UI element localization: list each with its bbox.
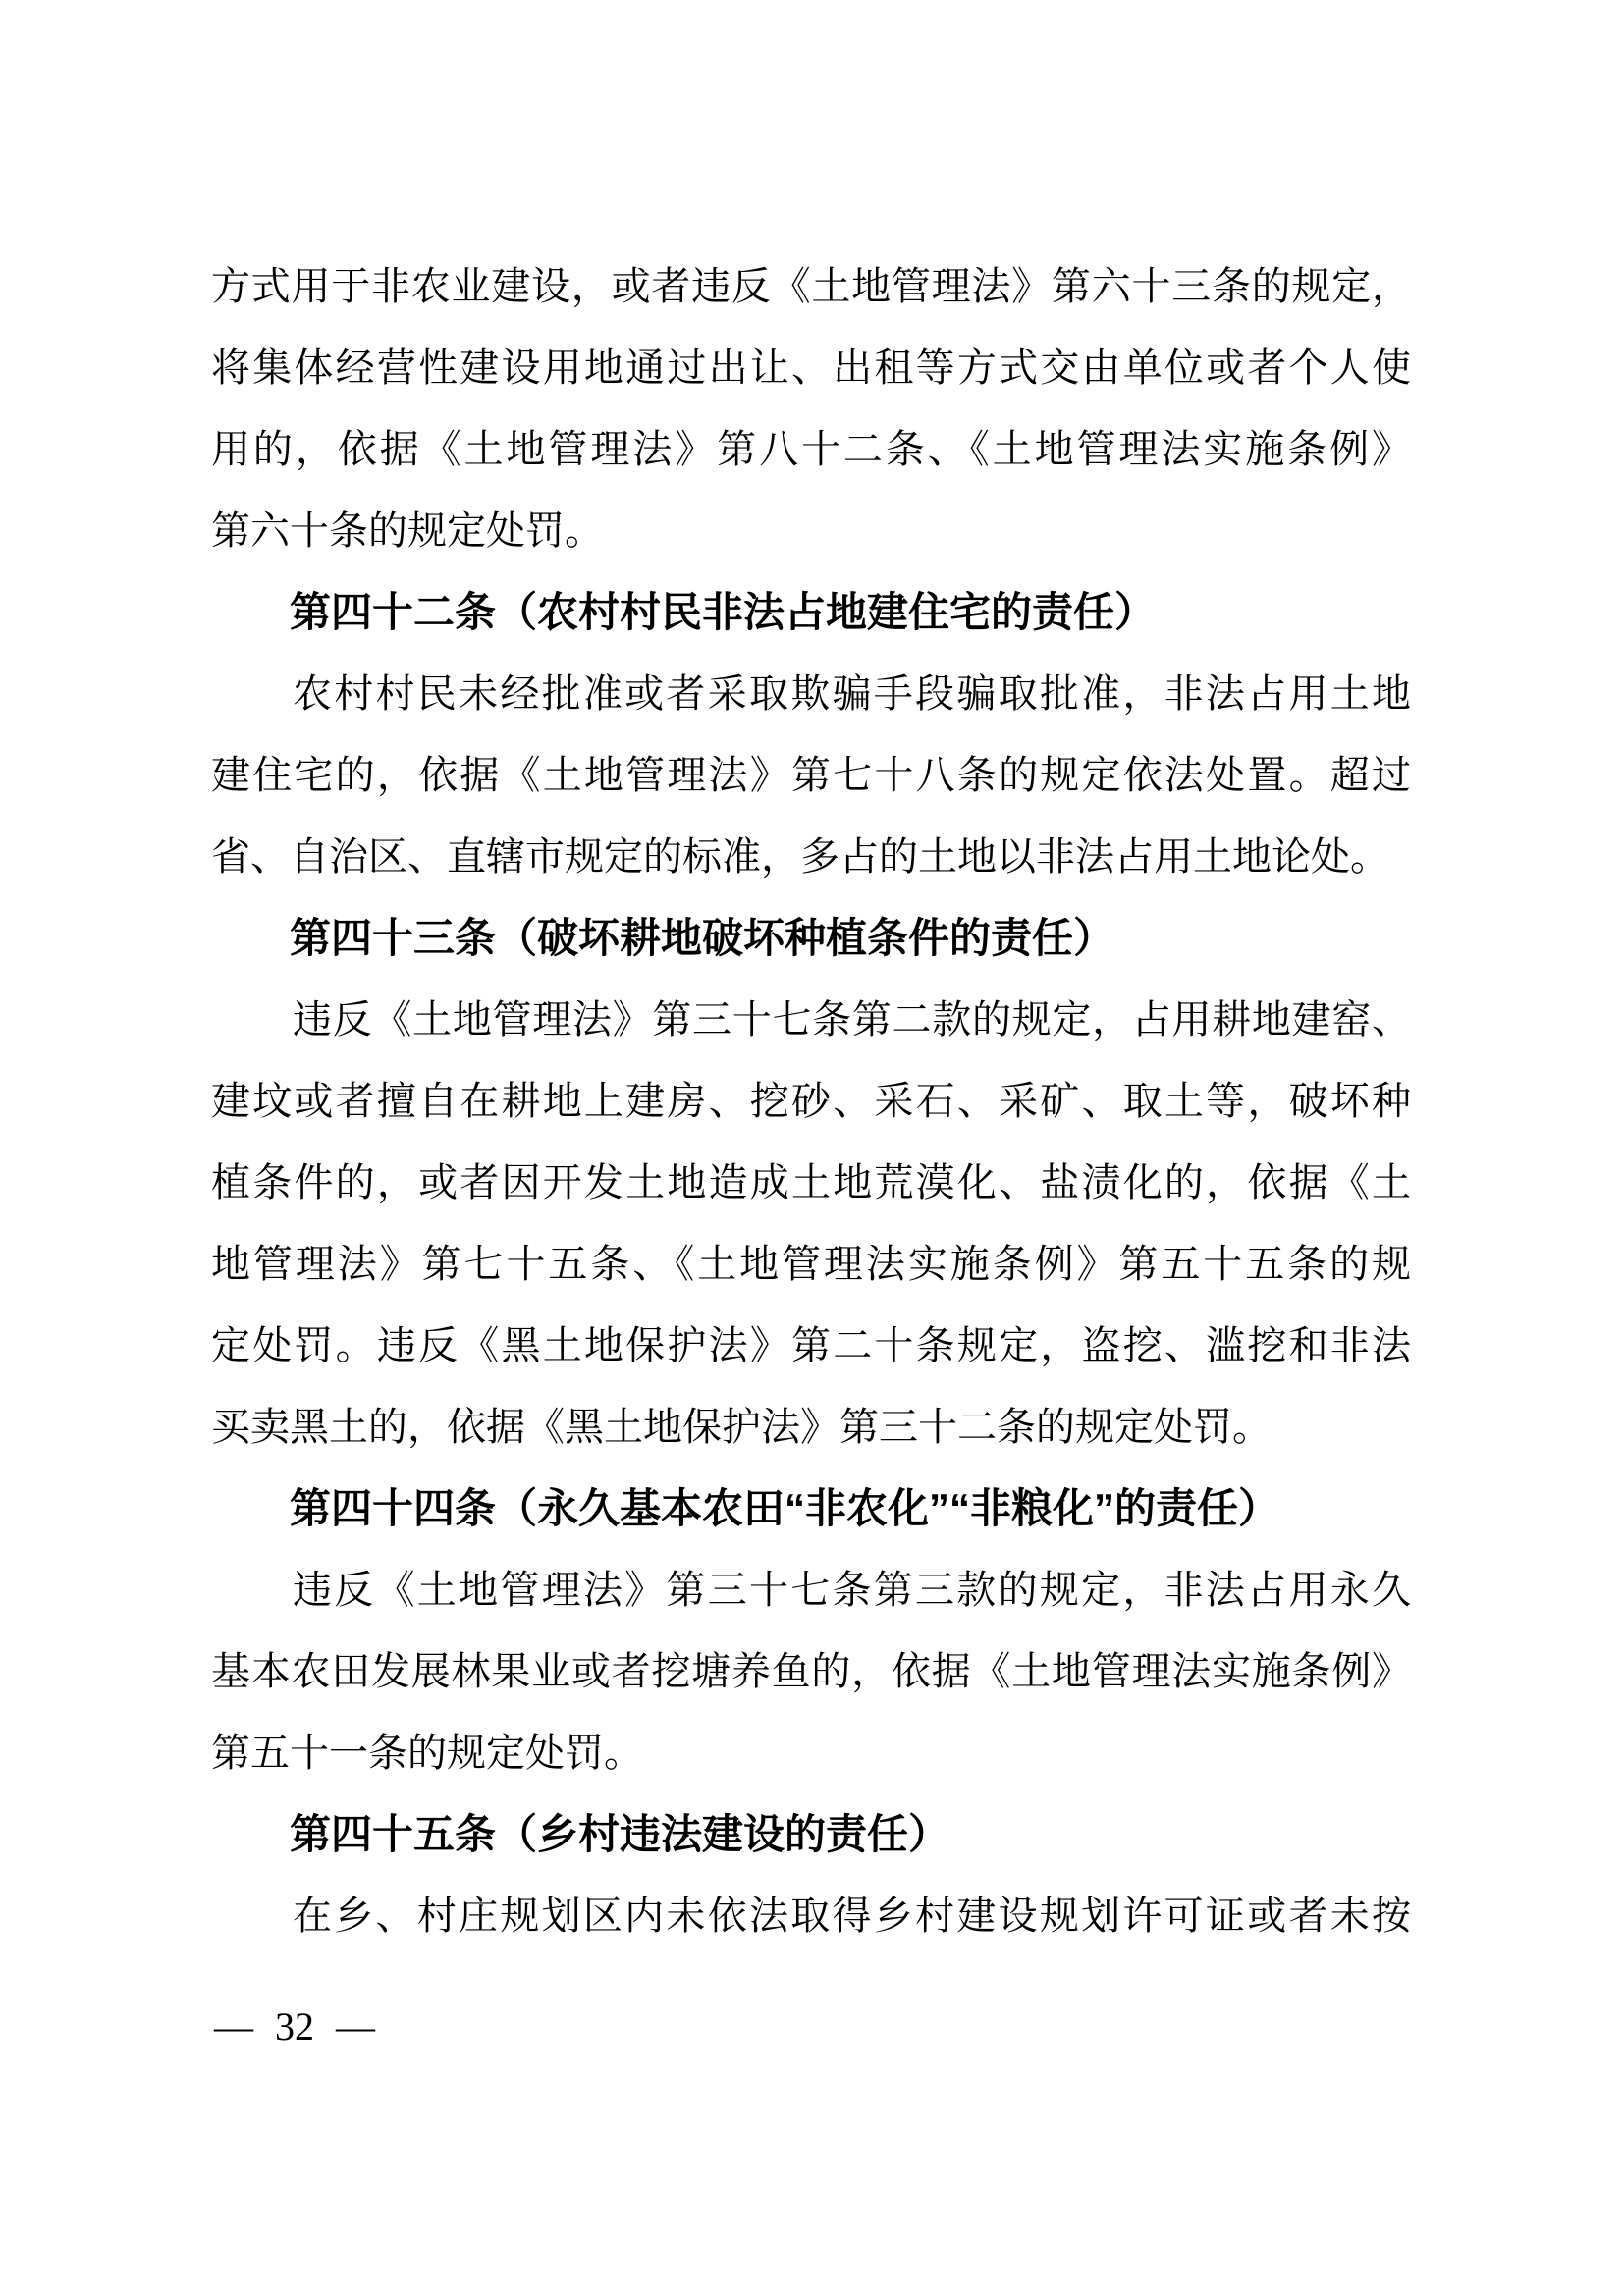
page-number: — 32 —: [214, 2004, 375, 2049]
body-line: 违反《土地管理法》第三十七条第三款的规定，非法占用永久: [293, 1568, 1411, 1612]
body-line: 基本农田发展林果业或者挖塘养鱼的，依据《土地管理法实施条例》: [211, 1649, 1411, 1693]
body-line: 方式用于非农业建设，或者违反《土地管理法》第六十三条的规定，: [211, 264, 1411, 308]
body-line: 将集体经营性建设用地通过出让、出租等方式交由单位或者个人使: [211, 346, 1411, 390]
body-line: 第六十条的规定处罚。: [211, 508, 604, 553]
page-footer: [214, 1986, 375, 2067]
body-line: 违反《土地管理法》第三十七条第二款的规定，占用耕地建窑、: [293, 997, 1411, 1041]
body-line: 植条件的，或者因开发土地造成土地荒漠化、盐渍化的，依据《土: [211, 1160, 1411, 1204]
body-line: 地管理法》第七十五条、《土地管理法实施条例》第五十五条的规: [211, 1242, 1411, 1286]
article-heading: 第四十三条（破坏耕地破坏种植条件的责任）: [290, 915, 1115, 961]
body-line: 建坟或者擅自在耕地上建房、挖砂、采石、采矿、取土等，破坏种: [211, 1079, 1411, 1123]
body-line: 第五十一条的规定处罚。: [211, 1731, 643, 1775]
body-line: 定处罚。违反《黑土地保护法》第二十条规定，盗挖、滥挖和非法: [211, 1323, 1411, 1367]
body-line: 用的，依据《土地管理法》第八十二条、《土地管理法实施条例》: [211, 427, 1411, 471]
body-line: 在乡、村庄规划区内未依法取得乡村建设规划许可证或者未按: [293, 1894, 1411, 1938]
article-heading: 第四十五条（乡村违法建设的责任）: [290, 1811, 950, 1857]
article-heading: 第四十二条（农村村民非法占地建住宅的责任）: [290, 589, 1157, 635]
body-line: 省、自治区、直辖市规定的标准，多占的土地以非法占用土地论处。: [211, 834, 1389, 879]
body-line: 农村村民未经批准或者采取欺骗手段骗取批准，非法占用土地: [293, 671, 1411, 716]
body-line: 建住宅的，依据《土地管理法》第七十八条的规定依法处置。超过: [211, 753, 1411, 797]
body-line: 买卖黑土的，依据《黑土地保护法》第三十二条的规定处罚。: [211, 1405, 1272, 1449]
document-content: [211, 245, 1411, 1956]
article-heading: 第四十四条（永久基本农田“非农化”“非粮化”的责任）: [290, 1485, 1280, 1531]
